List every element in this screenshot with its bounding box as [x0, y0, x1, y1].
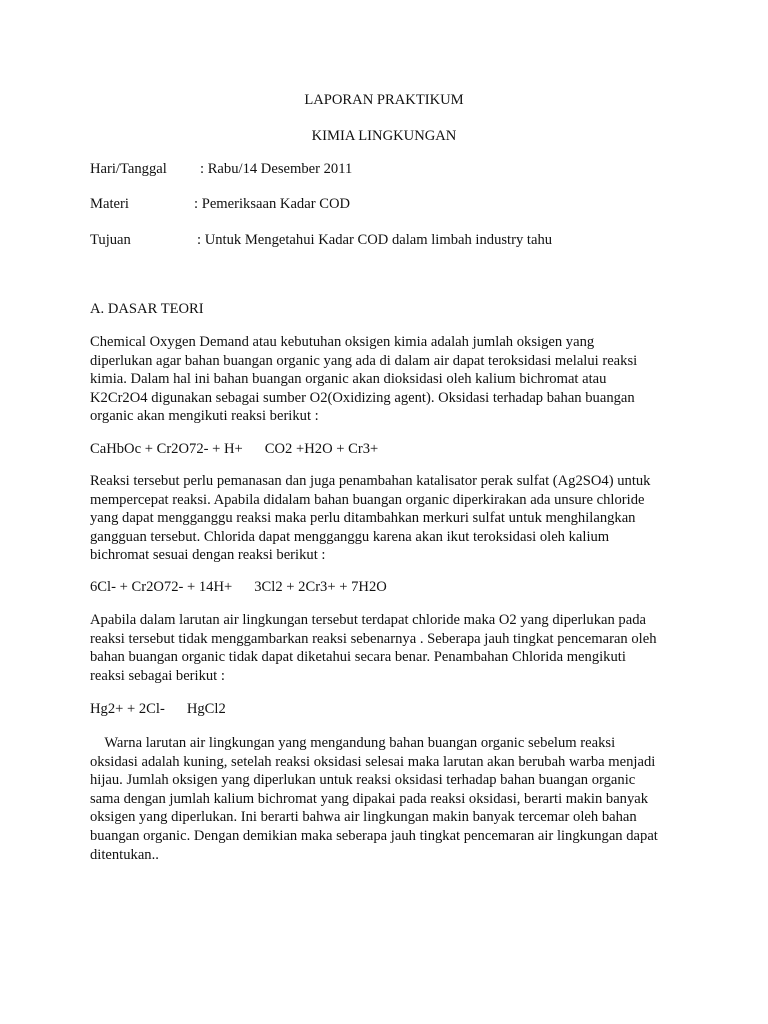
section-heading: A. DASAR TEORI — [90, 301, 204, 317]
equation-reactants: CaHbOc + Cr2O72- + H+ — [90, 441, 243, 457]
equation-products: 3Cl2 + 2Cr3+ + 7H2O — [254, 579, 387, 595]
equation-cod-oxidation — [90, 440, 378, 458]
paragraph-line: gangguan tersebut. Chlorida dapat mengganggu karena akan ikut teroksidasi oleh kalium — [90, 528, 610, 545]
paragraph-line: Apabila dalam larutan air lingkungan tersebut terdapat chloride maka O2 yang diperlukan pada — [90, 612, 646, 628]
paragraph-line: oksigen yang diperlukan. Ini berarti bahwa air lingkungan makin banyak tercemar oleh bahan — [90, 809, 637, 826]
paragraph-line: Reaksi tersebut perlu pemanasan dan juga penambahan katalisator perak sulfat (Ag2SO4) untuk — [90, 473, 651, 489]
meta-value-tujuan: : Untuk Mengetahui Kadar COD dalam limbah industry tahu — [197, 232, 553, 248]
paragraph-line: bichromat sesuai dengan reaksi berikut : — [90, 547, 326, 564]
equation-products: HgCl2 — [186, 701, 226, 717]
meta-label-materi: Materi — [90, 196, 129, 212]
paragraph-line: Warna larutan air lingkungan yang mengandung bahan buangan organic sebelum reaksi — [90, 735, 616, 751]
equation-reactants: Hg2+ + 2Cl- — [90, 701, 165, 717]
paragraph-line: bahan buangan organic tidak dapat diketahui secara benar. Penambahan Chlorida mengikuti — [90, 649, 626, 666]
paragraph-line: organic akan mengikuti reaksi berikut : — [90, 408, 319, 425]
paragraph-line: K2Cr2O4 digunakan sebagai sumber O2(Oxidizing agent). Oksidasi terhadap bahan buangan — [90, 389, 635, 406]
document-subtitle: KIMIA LINGKUNGAN — [311, 128, 457, 144]
paragraph-line: sama dengan jumlah kalium bichromat yang dipakai pada reaksi oksidasi, berarti makin banyak — [90, 790, 649, 807]
document-title: LAPORAN PRAKTIKUM — [304, 92, 464, 108]
equation-chloride-oxidation — [90, 578, 387, 596]
equation-reactants: 6Cl- + Cr2O72- + 14H+ — [90, 579, 233, 595]
paragraph-line: mempercepat reaksi. Apabila didalam bahan buangan organic diperkirakan ada unsure chloride — [90, 491, 645, 508]
paragraph-line: reaksi tersebut tidak menggambarkan reaksi sebenarnya . Seberapa jauh tingkat pencemaran oleh — [90, 630, 657, 647]
paragraph-line: hijau. Jumlah oksigen yang diperlukan untuk reaksi oksidasi terhadap bahan buangan organic — [90, 772, 636, 789]
meta-label-tujuan: Tujuan — [90, 232, 131, 248]
meta-label-hari-tanggal: Hari/Tanggal — [90, 161, 167, 177]
paragraph-chloride — [90, 611, 690, 685]
meta-value-materi: : Pemeriksaan Kadar COD — [194, 196, 351, 212]
paragraph-line: reaksi sebagai berikut : — [90, 667, 225, 684]
paragraph-line: yang dapat mengganggu reaksi maka perlu ditambahkan merkuri sulfat untuk menghilangkan — [90, 510, 636, 527]
paragraph-line: ditentukan.. — [90, 846, 159, 863]
paragraph-intro — [90, 333, 690, 426]
paragraph-line: oksidasi adalah kuning, setelah reaksi oksidasi selesai maka larutan akan berubah warba menjadi — [90, 753, 656, 770]
paragraph-color-change — [90, 734, 690, 864]
paragraph-line: diperlukan agar bahan buangan organic yang ada di dalam air dapat teroksidasi melalui reaksi — [90, 352, 638, 369]
equation-products: CO2 +H2O + Cr3+ — [264, 441, 379, 457]
equation-mercury-chloride — [90, 700, 226, 718]
paragraph-line: buangan organic. Dengan demikian maka seberapa jauh tingkat pencemaran air lingkungan dapat — [90, 827, 658, 844]
paragraph-line: Chemical Oxygen Demand atau kebutuhan oksigen kimia adalah jumlah oksigen yang — [90, 334, 595, 350]
meta-value-hari-tanggal: : Rabu/14 Desember 2011 — [200, 161, 353, 177]
paragraph-catalyst — [90, 472, 690, 565]
paragraph-line: kimia. Dalam hal ini bahan buangan organic akan dioksidasi oleh kalium bichromat atau — [90, 371, 607, 388]
